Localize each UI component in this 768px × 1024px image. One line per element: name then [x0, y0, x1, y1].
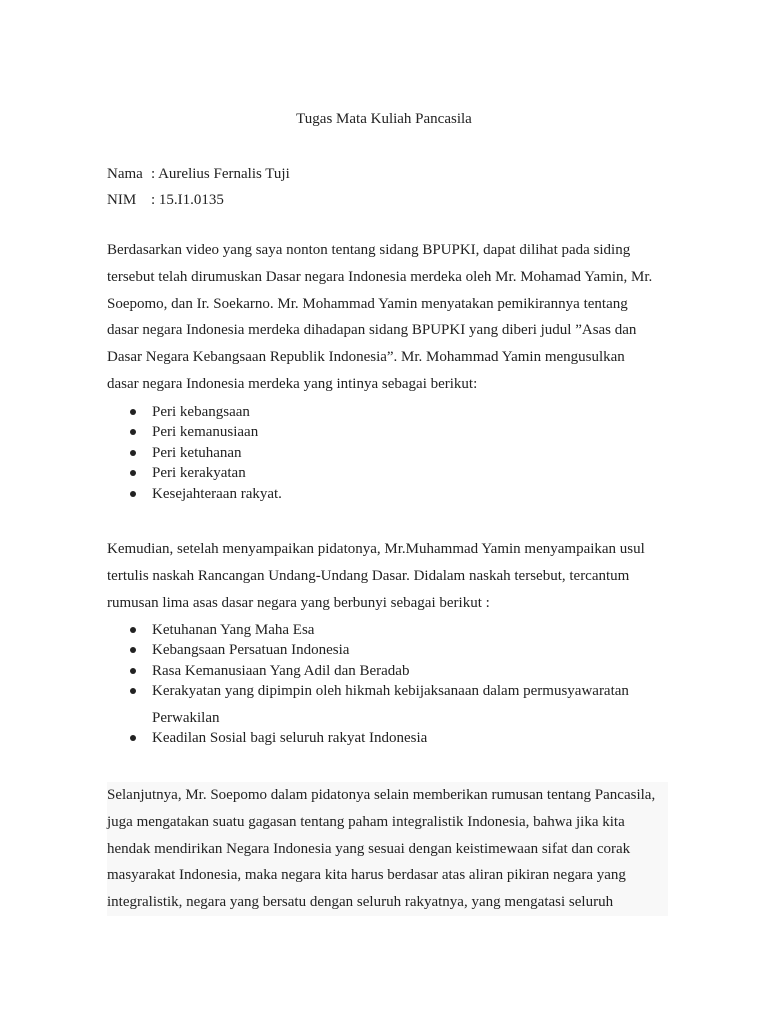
name-value: : Aurelius Fernalis Tuji	[151, 166, 290, 182]
list-item: Peri kemanusiaan	[107, 422, 282, 442]
paragraph-line: masyarakat Indonesia, maka negara kita harus berdasar atas aliran pikiran negara yang	[107, 867, 626, 884]
paragraph-line: juga mengatakan suatu gagasan tentang paham integralistik Indonesia, bahwa jika kita	[107, 813, 625, 830]
name-label: Nama	[107, 166, 143, 182]
document-title: Tugas Mata Kuliah Pancasila	[296, 111, 472, 127]
paragraph-line: Berdasarkan video yang saya nonton tentang sidang BPUPKI, dapat dilihat pada siding	[107, 242, 631, 258]
list-item: Peri ketuhanan	[107, 443, 282, 463]
list-item: Peri kerakyatan	[107, 463, 282, 483]
paragraph-line: tertulis naskah Rancangan Undang-Undang Dasar. Didalam naskah tersebut, tercantum	[107, 567, 630, 584]
paragraph-soepomo	[107, 782, 668, 916]
paragraph-line: hendak mendirikan Negara Indonesia yang sesuai dengan keistimewaan sifat dan corak	[107, 840, 631, 857]
list-item-continuation: Perwakilan	[152, 709, 220, 726]
paragraph-line: rumusan lima asas dasar negara yang berbunyi sebagai berikut :	[107, 594, 490, 611]
paragraph-line: dasar negara Indonesia merdeka yang intinya sebagai berikut:	[107, 375, 478, 392]
paragraph-line: tersebut telah dirumuskan Dasar negara Indonesia merdeka oleh Mr. Mohamad Yamin, Mr.	[107, 268, 653, 285]
list-item	[107, 681, 629, 728]
list-item: Rasa Kemanusiaan Yang Adil dan Beradab	[107, 661, 629, 681]
paragraph-line: Selanjutnya, Mr. Soepomo dalam pidatonya selain memberikan rumusan tentang Pancasila,	[107, 787, 656, 803]
paragraph-line: integralistik, negara yang bersatu dengan seluruh rakyatnya, yang mengatasi seluruh	[107, 894, 614, 911]
nim-value: : 15.I1.0135	[151, 192, 224, 208]
student-nim-row	[107, 189, 224, 211]
list-item: Keadilan Sosial bagi seluruh rakyat Indonesia	[107, 728, 629, 748]
paragraph-draft	[107, 536, 662, 616]
paragraph-line: dasar negara Indonesia merdeka dihadapan sidang BPUPKI yang diberi judul ”Asas dan	[107, 322, 637, 339]
five-principles-list	[107, 620, 629, 748]
yamin-points-list	[107, 402, 282, 504]
list-item: Kebangsaan Persatuan Indonesia	[107, 640, 629, 660]
student-name-row	[107, 163, 290, 185]
paragraph-intro	[107, 237, 662, 398]
list-item: Ketuhanan Yang Maha Esa	[107, 620, 629, 640]
paragraph-line: Soepomo, dan Ir. Soekarno. Mr. Mohammad Yamin menyatakan pemikirannya tentang	[107, 295, 628, 312]
list-item: Peri kebangsaan	[107, 402, 282, 422]
list-item: Kesejahteraan rakyat.	[107, 484, 282, 504]
paragraph-line: Dasar Negara Kebangsaan Republik Indonesia”. Mr. Mohammad Yamin mengusulkan	[107, 349, 625, 366]
list-item-text: Kerakyatan yang dipimpin oleh hikmah kebijaksanaan dalam permusyawaratan	[152, 683, 629, 700]
paragraph-line: Kemudian, setelah menyampaikan pidatonya, Mr.Muhammad Yamin menyampaikan usul	[107, 541, 645, 557]
nim-label: NIM	[107, 192, 137, 208]
